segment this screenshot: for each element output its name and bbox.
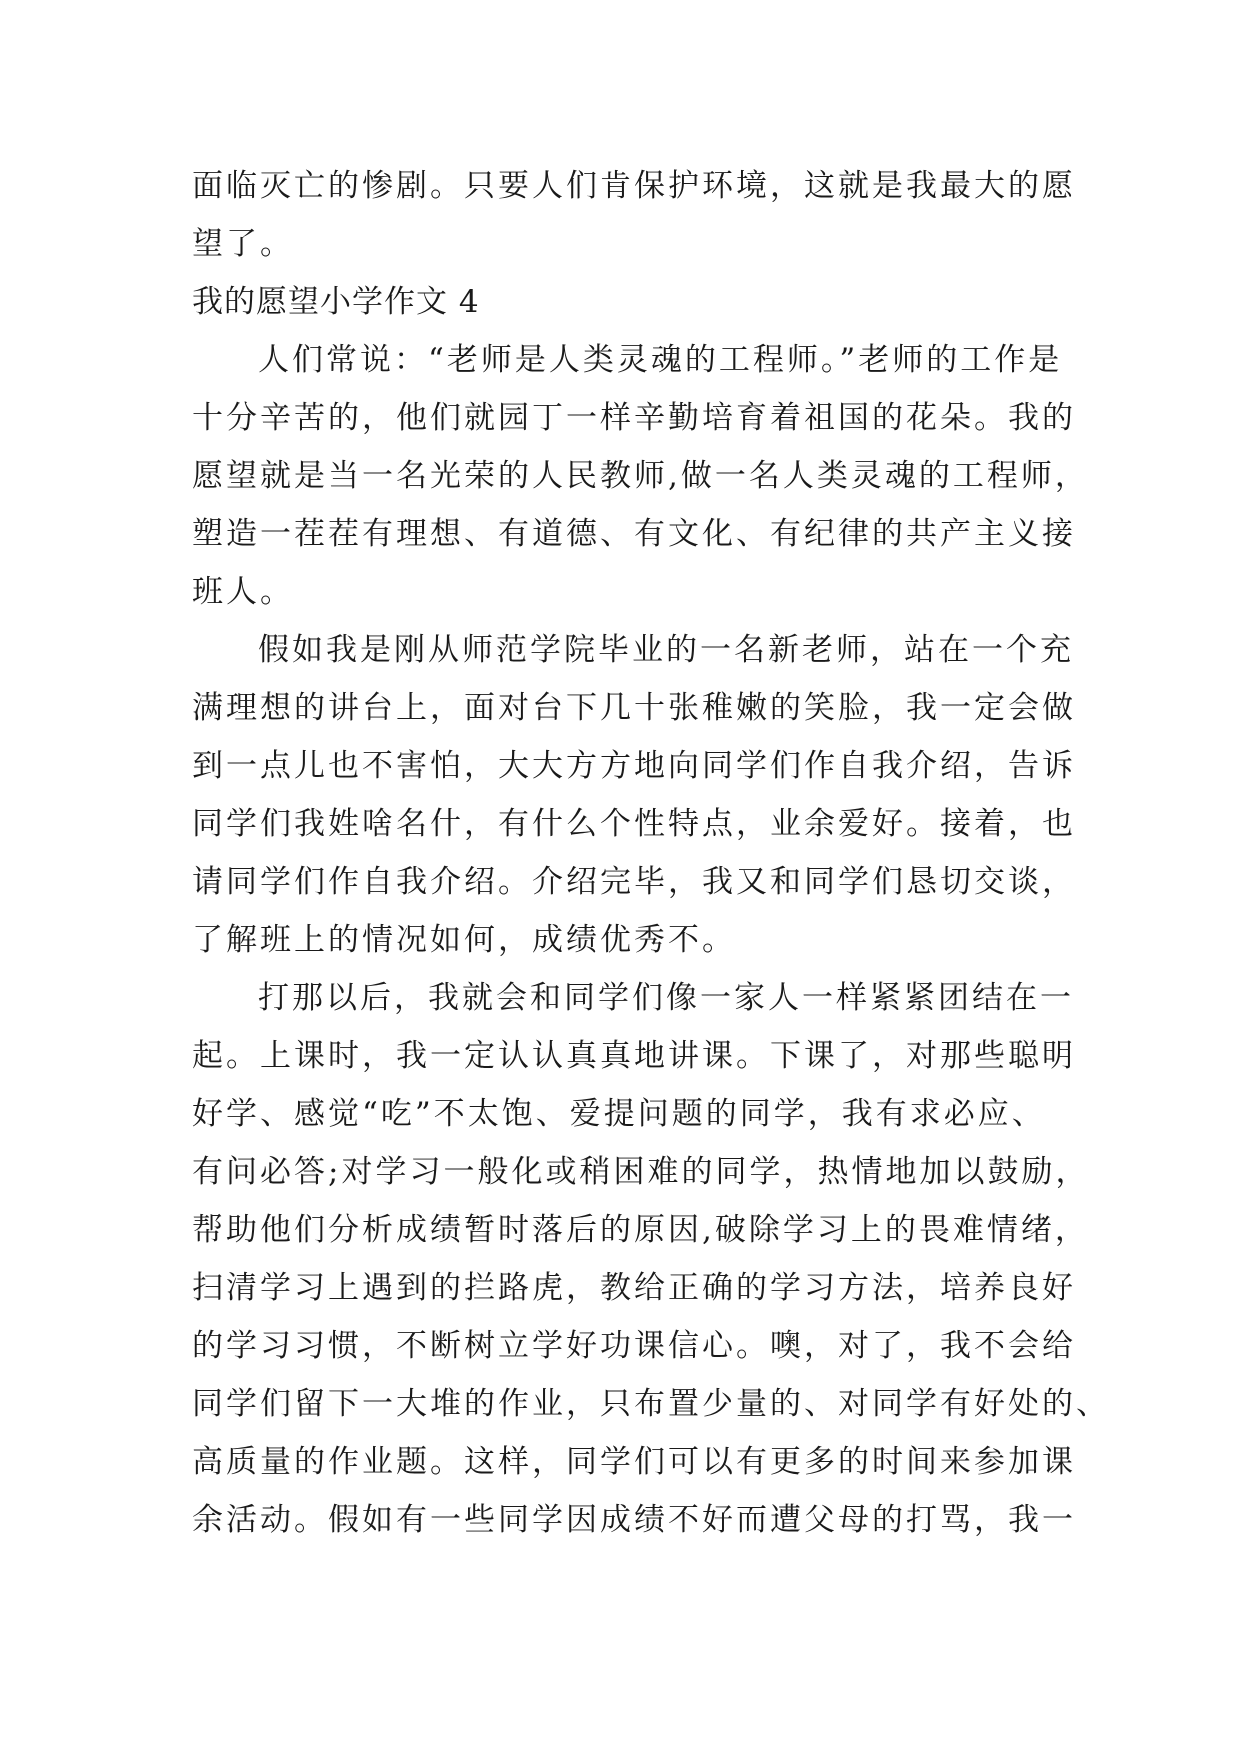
text-line: 愿望就是当一名光荣的人民教师,做一名人类灵魂的工程师， — [192, 458, 1089, 494]
text-line: 望了。 — [192, 226, 294, 262]
text-line: 请同学们作自我介绍。介绍完毕，我又和同学们恳切交谈， — [192, 864, 1076, 900]
text-line: 同学们留下一大堆的作业，只布置少量的、对同学有好处的、 — [192, 1386, 1110, 1422]
text-line: 有问必答;对学习一般化或稍困难的同学，热情地加以鼓励， — [192, 1154, 1090, 1190]
section-heading: 我的愿望小学作文 4 — [192, 284, 480, 320]
text-line: 班人。 — [192, 574, 294, 610]
text-line: 面临灭亡的惨剧。只要人们肯保护环境，这就是我最大的愿 — [192, 168, 1076, 204]
text-line: 了解班上的情况如何，成绩优秀不。 — [192, 922, 736, 958]
text-line: 满理想的讲台上，面对台下几十张稚嫩的笑脸，我一定会做 — [192, 690, 1076, 726]
paragraph-first-line: 打那以后，我就会和同学们像一家人一样紧紧团结在一 — [258, 980, 1074, 1016]
document-body — [192, 157, 1110, 1549]
text-line: 十分辛苦的，他们就园丁一样辛勤培育着祖国的花朵。我的 — [192, 400, 1076, 436]
text-line: 塑造一茬茬有理想、有道德、有文化、有纪律的共产主义接 — [192, 516, 1076, 552]
text-line: 起。上课时，我一定认认真真地讲课。下课了，对那些聪明 — [192, 1038, 1076, 1074]
paragraph-first-line: 人们常说：“老师是人类灵魂的工程师。”老师的工作是 — [258, 342, 1063, 378]
text-line: 帮助他们分析成绩暂时落后的原因,破除学习上的畏难情绪， — [192, 1212, 1089, 1248]
text-line: 扫清学习上遇到的拦路虎，教给正确的学习方法，培养良好 — [192, 1270, 1076, 1306]
text-line: 好学、感觉“吃”不太饱、爱提问题的同学，我有求必应、 — [192, 1096, 1046, 1132]
text-line: 高质量的作业题。这样，同学们可以有更多的时间来参加课 — [192, 1444, 1076, 1480]
text-line: 余活动。假如有一些同学因成绩不好而遭父母的打骂，我一 — [192, 1502, 1076, 1538]
text-line: 的学习习惯，不断树立学好功课信心。噢，对了，我不会给 — [192, 1328, 1076, 1364]
paragraph-first-line: 假如我是刚从师范学院毕业的一名新老师，站在一个充 — [258, 632, 1074, 668]
text-line: 到一点儿也不害怕，大大方方地向同学们作自我介绍，告诉 — [192, 748, 1076, 784]
text-line: 同学们我姓啥名什，有什么个性特点，业余爱好。接着，也 — [192, 806, 1076, 842]
